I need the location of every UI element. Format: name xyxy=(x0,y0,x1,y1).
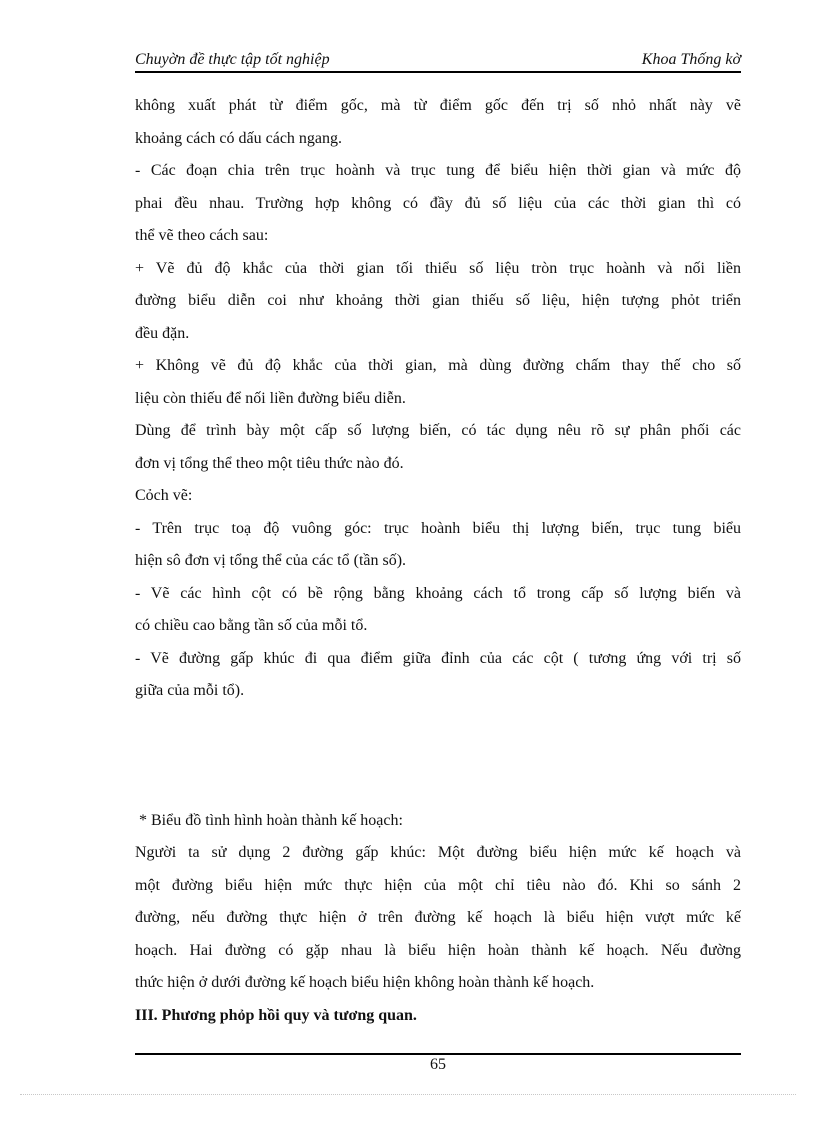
paragraph-line: phai đều nhau. Trường hợp không có đầy đủ số liệu của các thời gian thì có xyxy=(135,194,741,212)
header-right-title: Khoa Thống kờ xyxy=(641,51,741,68)
paragraph-line: có chiều cao bằng tần số của mỗi tổ. xyxy=(135,617,368,634)
header-left-title: Chuyờn đề thực tập tốt nghiệp xyxy=(135,51,330,68)
paragraph-line: Dùng để trình bày một cấp số lượng biến, có tác dụng nêu rõ sự phân phối các xyxy=(135,422,741,439)
document-body xyxy=(135,90,741,1032)
page-header xyxy=(135,49,741,73)
paragraph-line: không xuất phát từ điểm gốc, mà từ điểm gốc đến trị số nhỏ nhất này vẽ xyxy=(135,97,741,114)
paragraph-line: - Các đoạn chia trên trục hoành và trục tung để biểu hiện thời gian và mức độ xyxy=(135,162,741,179)
paragraph-line: Cỏch vẽ: xyxy=(135,487,193,504)
paragraph-line: đường, nếu đường thực hiện ở trên đường kế hoạch là biểu hiện vượt mức kế xyxy=(135,909,741,926)
paragraph-line: khoảng cách có dấu cách ngang. xyxy=(135,129,343,147)
paragraph-line: thức hiện ở dưới đường kế hoạch biểu hiện không hoàn thành kế hoạch. xyxy=(135,974,595,991)
paragraph-line: - Trên trục toạ độ vuông góc: trục hoành biểu thị lượng biến, trục tung biểu xyxy=(135,519,741,537)
blank-space xyxy=(135,708,741,805)
paragraph-line: hoạch. Hai đường có gặp nhau là biểu hiện hoàn thành kế hoạch. Nếu đường xyxy=(135,941,741,959)
paragraph-line: đơn vị tổng thể theo một tiêu thức nào đó. xyxy=(135,454,404,472)
page-edge-dotted-line xyxy=(20,1094,796,1095)
paragraph-line: đều đặn. xyxy=(135,324,190,342)
section-subheading: * Biểu đồ tình hình hoàn thành kế hoạch: xyxy=(135,811,403,829)
paragraph-line: hiện sô đơn vị tổng thể của các tổ (tần số). xyxy=(135,552,407,569)
paragraph-line: - Vẽ đường gấp khúc đi qua điểm giữa đỉnh của các cột ( tương ứng với trị số xyxy=(135,649,741,667)
page-number: 65 xyxy=(430,1056,446,1073)
paragraph-line: một đường biểu hiện mức thực hiện của một chỉ tiêu nào đó. Khi so sánh 2 xyxy=(135,876,741,894)
paragraph-line: - Vẽ các hình cột có bề rộng bằng khoảng cách tổ trong cấp số lượng biến và xyxy=(135,584,741,602)
paragraph-line: + Không vẽ đủ độ khắc của thời gian, mà dùng đường chấm thay thế cho số xyxy=(135,357,741,374)
paragraph-line: giữa của mỗi tổ). xyxy=(135,682,245,699)
paragraph-line: thể vẽ theo cách sau: xyxy=(135,227,269,244)
paragraph-line: Người ta sử dụng 2 đường gấp khúc: Một đường biểu hiện mức kế hoạch và xyxy=(135,844,741,861)
paragraph-line: + Vẽ đủ độ khắc của thời gian tối thiểu số liệu tròn trục hoành và nối liền xyxy=(135,259,741,277)
paragraph-line: liệu còn thiếu để nối liền đường biểu diễn. xyxy=(135,389,406,407)
paragraph-line: đường biểu diễn coi như khoảng thời gian thiếu số liệu, hiện tượng phỏt triển xyxy=(135,292,741,309)
section-heading: III. Phương phỏp hồi quy và tương quan. xyxy=(135,1006,417,1024)
